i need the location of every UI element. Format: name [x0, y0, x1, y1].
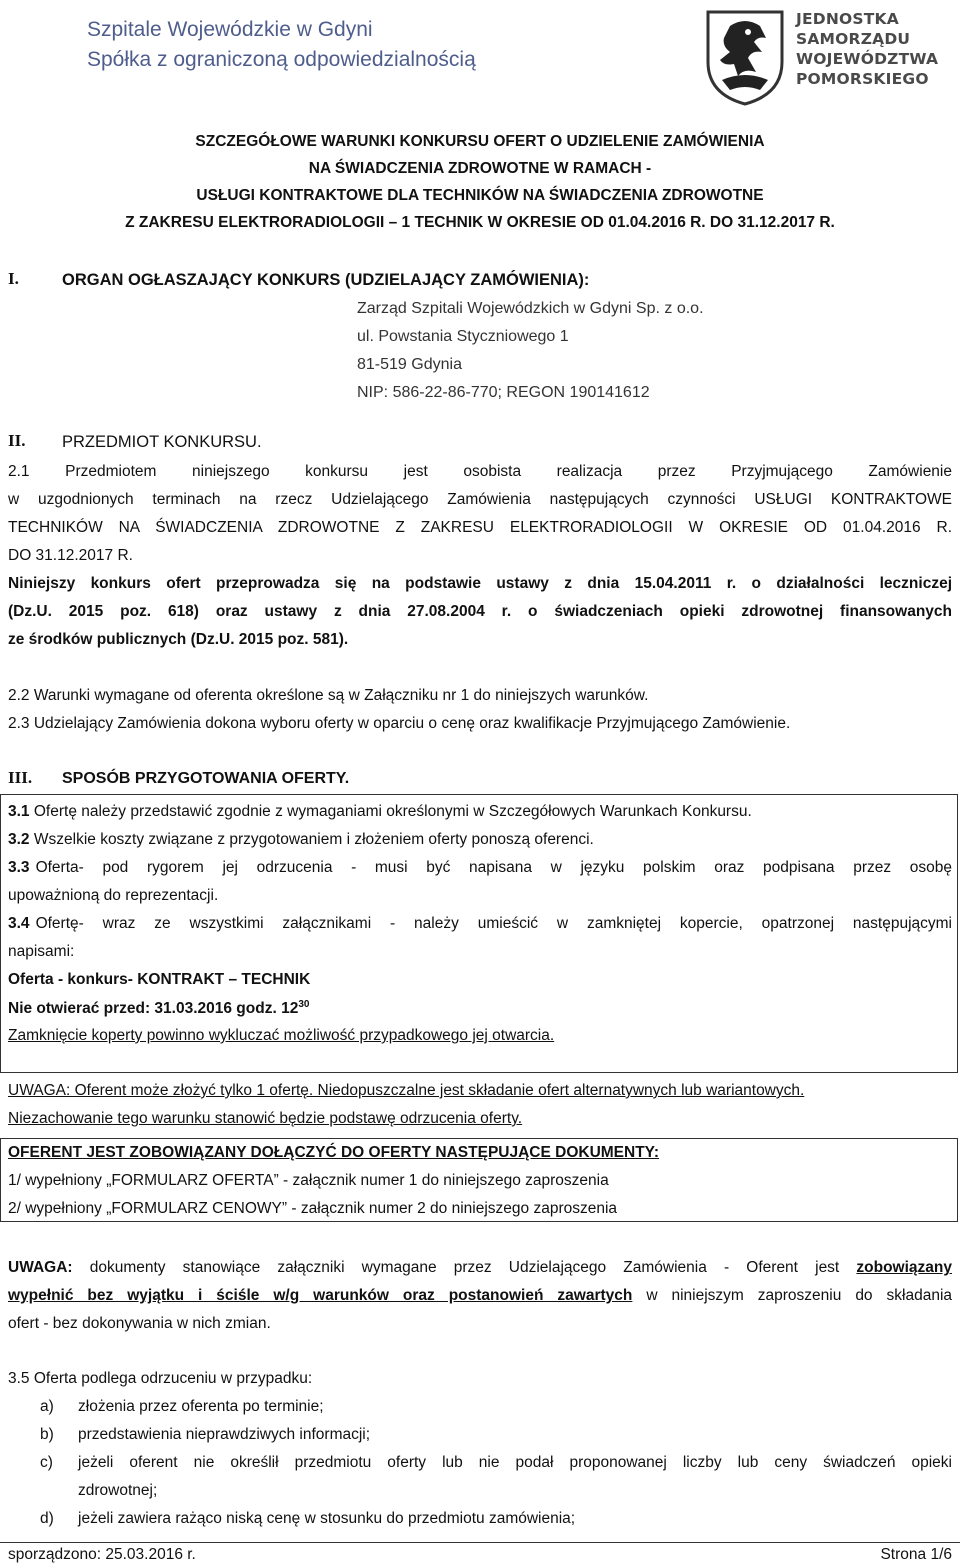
reason-c-letter: c)	[40, 1454, 53, 1471]
attachment-note-text-1: dokumenty stanowiące załączniki wymagane przez Udzielającego Zamówienia - Oferent jest	[72, 1259, 857, 1276]
para-2-1-line-3: TECHNIKÓW NA ŚWIADCZENIA ZDROWOTNE Z ZAKRESU ELEKTRORADIOLOGII W OKRESIE OD 01.04.2016 R.	[8, 519, 952, 536]
warning-line-2: Niezachowanie tego warunku stanowić będzie podstawę odrzucenia oferty.	[8, 1110, 523, 1127]
document-item-1: 1/ wypełniony „FORMULARZ OFERTA” - załącznik numer 1 do niniejszego zaproszenia	[8, 1172, 609, 1189]
reason-d-text: jeżeli zawiera rażąco niską cenę w stosunku do przedmiotu zamówienia;	[78, 1510, 576, 1527]
company-name: Szpitale Wojewódzkie w Gdyni	[87, 18, 373, 41]
item-3-3-text: Oferta- pod rygorem jej odrzucenia - musi być napisana w języku polskim oraz podpisana przez osobę	[35, 859, 952, 876]
section-3-number: III.	[8, 768, 33, 787]
envelope-label-line-1: Oferta - konkurs- KONTRAKT – TECHNIK	[8, 971, 311, 988]
attachment-note-line-3: ofert - bez dokonywania w nich zmian.	[8, 1315, 271, 1332]
legal-basis-line-3: ze środków publicznych (Dz.U. 2015 poz. 581).	[8, 631, 349, 648]
title-line-1: SZCZEGÓŁOWE WARUNKI KONKURSU OFERT O UDZIELENIE ZAMÓWIENIA	[195, 133, 765, 150]
item-3-1-text: Ofertę należy przedstawić zgodnie z wymaganiami określonymi w Szczegółowych Warunkach Konkursu.	[33, 803, 752, 820]
item-3-4-number: 3.4	[8, 915, 30, 932]
para-2-1-line-4: DO 31.12.2017 R.	[8, 547, 133, 564]
section-2-heading: PRZEDMIOT KONKURSU.	[62, 433, 262, 451]
reason-a-letter: a)	[40, 1398, 54, 1415]
item-3-3-number: 3.3	[8, 859, 30, 876]
item-3-1	[8, 803, 752, 821]
item-3-3-line-2: upoważnioną do reprezentacji.	[8, 887, 219, 904]
required-documents-heading: OFERENT JEST ZOBOWIĄZANY DOŁĄCZYĆ DO OFERTY NASTĘPUJĄCE DOKUMENTY:	[8, 1144, 660, 1161]
section-1-number: I.	[8, 269, 19, 288]
document-item-2: 2/ wypełniony „FORMULARZ CENOWY” - załącznik numer 2 do niniejszego zaproszenia	[8, 1200, 618, 1217]
item-3-3	[8, 859, 952, 877]
section-1-heading: ORGAN OGŁASZAJĄCY KONKURS (UDZIELAJĄCY ZAMÓWIENIA):	[62, 271, 590, 289]
legal-basis-line-1: Niniejszy konkurs ofert przeprowadza się na podstawie ustawy z dnia 15.04.2011 r. o działalności leczniczej	[8, 575, 952, 592]
address-line-3: 81-519 Gdynia	[357, 356, 462, 373]
attachment-note-line-2	[8, 1287, 952, 1305]
logo-text-4: POMORSKIEGO	[796, 70, 929, 88]
section-3-heading: SPOSÓB PRZYGOTOWANIA OFERTY.	[62, 770, 350, 787]
title-line-3: USŁUGI KONTRAKTOWE DLA TECHNIKÓW NA ŚWIADCZENIA ZDROWOTNE	[196, 187, 764, 204]
item-3-2	[8, 831, 594, 849]
address-line-4: NIP: 586-22-86-770; REGON 190141612	[357, 384, 650, 401]
footer-date: sporządzono: 25.03.2016 r.	[8, 1546, 196, 1563]
para-3-5: 3.5 Oferta podlega odrzuceniu w przypadku:	[8, 1370, 313, 1387]
envelope-closing-note: Zamknięcie koperty powinno wykluczać możliwość przypadkowego jej otwarcia.	[8, 1027, 555, 1044]
attachment-note-line-1	[8, 1259, 952, 1277]
para-2-2: 2.2 Warunki wymagane od oferenta określone są w Załączniku nr 1 do niniejszych warunków.	[8, 687, 649, 704]
company-legal-form: Spółka z ograniczoną odpowiedzialnością	[87, 48, 476, 71]
section-2-number: II.	[8, 431, 26, 450]
reason-b-letter: b)	[40, 1426, 54, 1443]
reason-c-text: jeżeli oferent nie określił przedmiotu oferty lub nie podał proponowanej liczby lub ceny świadczeń opieki	[78, 1454, 952, 1471]
attachment-note-obligation: zobowiązany	[856, 1259, 952, 1276]
reason-b-text: przedstawienia nieprawdziwych informacji;	[78, 1426, 371, 1443]
legal-basis-line-2: (Dz.U. 2015 poz. 618) oraz ustawy z dnia 27.08.2004 r. o świadczeniach opieki zdrowotnej finansowanych	[8, 603, 952, 620]
title-line-4: Z ZAKRESU ELEKTRORADIOLOGII – 1 TECHNIK W OKRESIE OD 01.04.2016 R. DO 31.12.2017 R.	[125, 214, 835, 231]
envelope-open-date: Nie otwierać przed: 31.03.2016 godz. 12	[8, 1000, 299, 1018]
item-3-4-line-2: napisami:	[8, 943, 75, 960]
para-2-1-line-2: w uzgodnionych terminach na rzecz Udzielającego Zamówienia następujących czynności USŁUGI KONTRAKTOWE	[8, 491, 952, 508]
logo-text-2: SAMORZĄDU	[796, 30, 911, 48]
attachment-note-text-2: w niniejszym zaproszeniu do składania	[632, 1287, 953, 1304]
page-number: Strona 1/6	[880, 1546, 952, 1563]
envelope-open-minutes: 30	[298, 999, 310, 1010]
reason-c-continuation: zdrowotnej;	[78, 1482, 158, 1499]
item-3-4-text: Ofertę- wraz ze wszystkimi załącznikami - należy umieścić w zamkniętej kopercie, opatrzonej następującymi	[35, 915, 952, 932]
footer-divider	[0, 1542, 960, 1543]
item-3-2-text: Wszelkie koszty związane z przygotowaniem i złożeniem oferty ponoszą oferenci.	[33, 831, 594, 848]
attachment-note-conditions: wypełnić bez wyjątku i ściśle w/g warunków oraz postanowień zawartych	[8, 1287, 633, 1304]
voivodeship-coat-of-arms-icon	[700, 6, 790, 106]
logo-text-3: WOJEWÓDZTWA	[796, 50, 939, 68]
title-line-2: NA ŚWIADCZENIA ZDROWOTNE W RAMACH -	[308, 160, 652, 177]
attachment-note-label: UWAGA:	[8, 1259, 73, 1276]
envelope-label-line-2	[8, 999, 309, 1018]
reason-a-text: złożenia przez oferenta po terminie;	[78, 1398, 324, 1415]
warning-line-1: UWAGA: Oferent może złożyć tylko 1 ofertę. Niedopuszczalne jest składanie ofert alternatywnych lub wariantowych.	[8, 1082, 805, 1099]
logo-text-1: JEDNOSTKA	[796, 10, 899, 28]
item-3-4	[8, 915, 952, 933]
address-line-1: Zarząd Szpitali Wojewódzkich w Gdyni Sp. z o.o.	[357, 300, 704, 317]
address-line-2: ul. Powstania Styczniowego 1	[357, 328, 569, 345]
item-3-1-number: 3.1	[8, 803, 30, 820]
para-2-1-line-1: 2.1 Przedmiotem niniejszego konkursu jest osobista realizacja przez Przyjmującego Zamówienie	[8, 463, 952, 480]
reason-d-letter: d)	[40, 1510, 54, 1527]
para-2-3: 2.3 Udzielający Zamówienia dokona wyboru oferty w oparciu o cenę oraz kwalifikacje Przyjmującego Zamówienie.	[8, 715, 791, 732]
item-3-2-number: 3.2	[8, 831, 30, 848]
